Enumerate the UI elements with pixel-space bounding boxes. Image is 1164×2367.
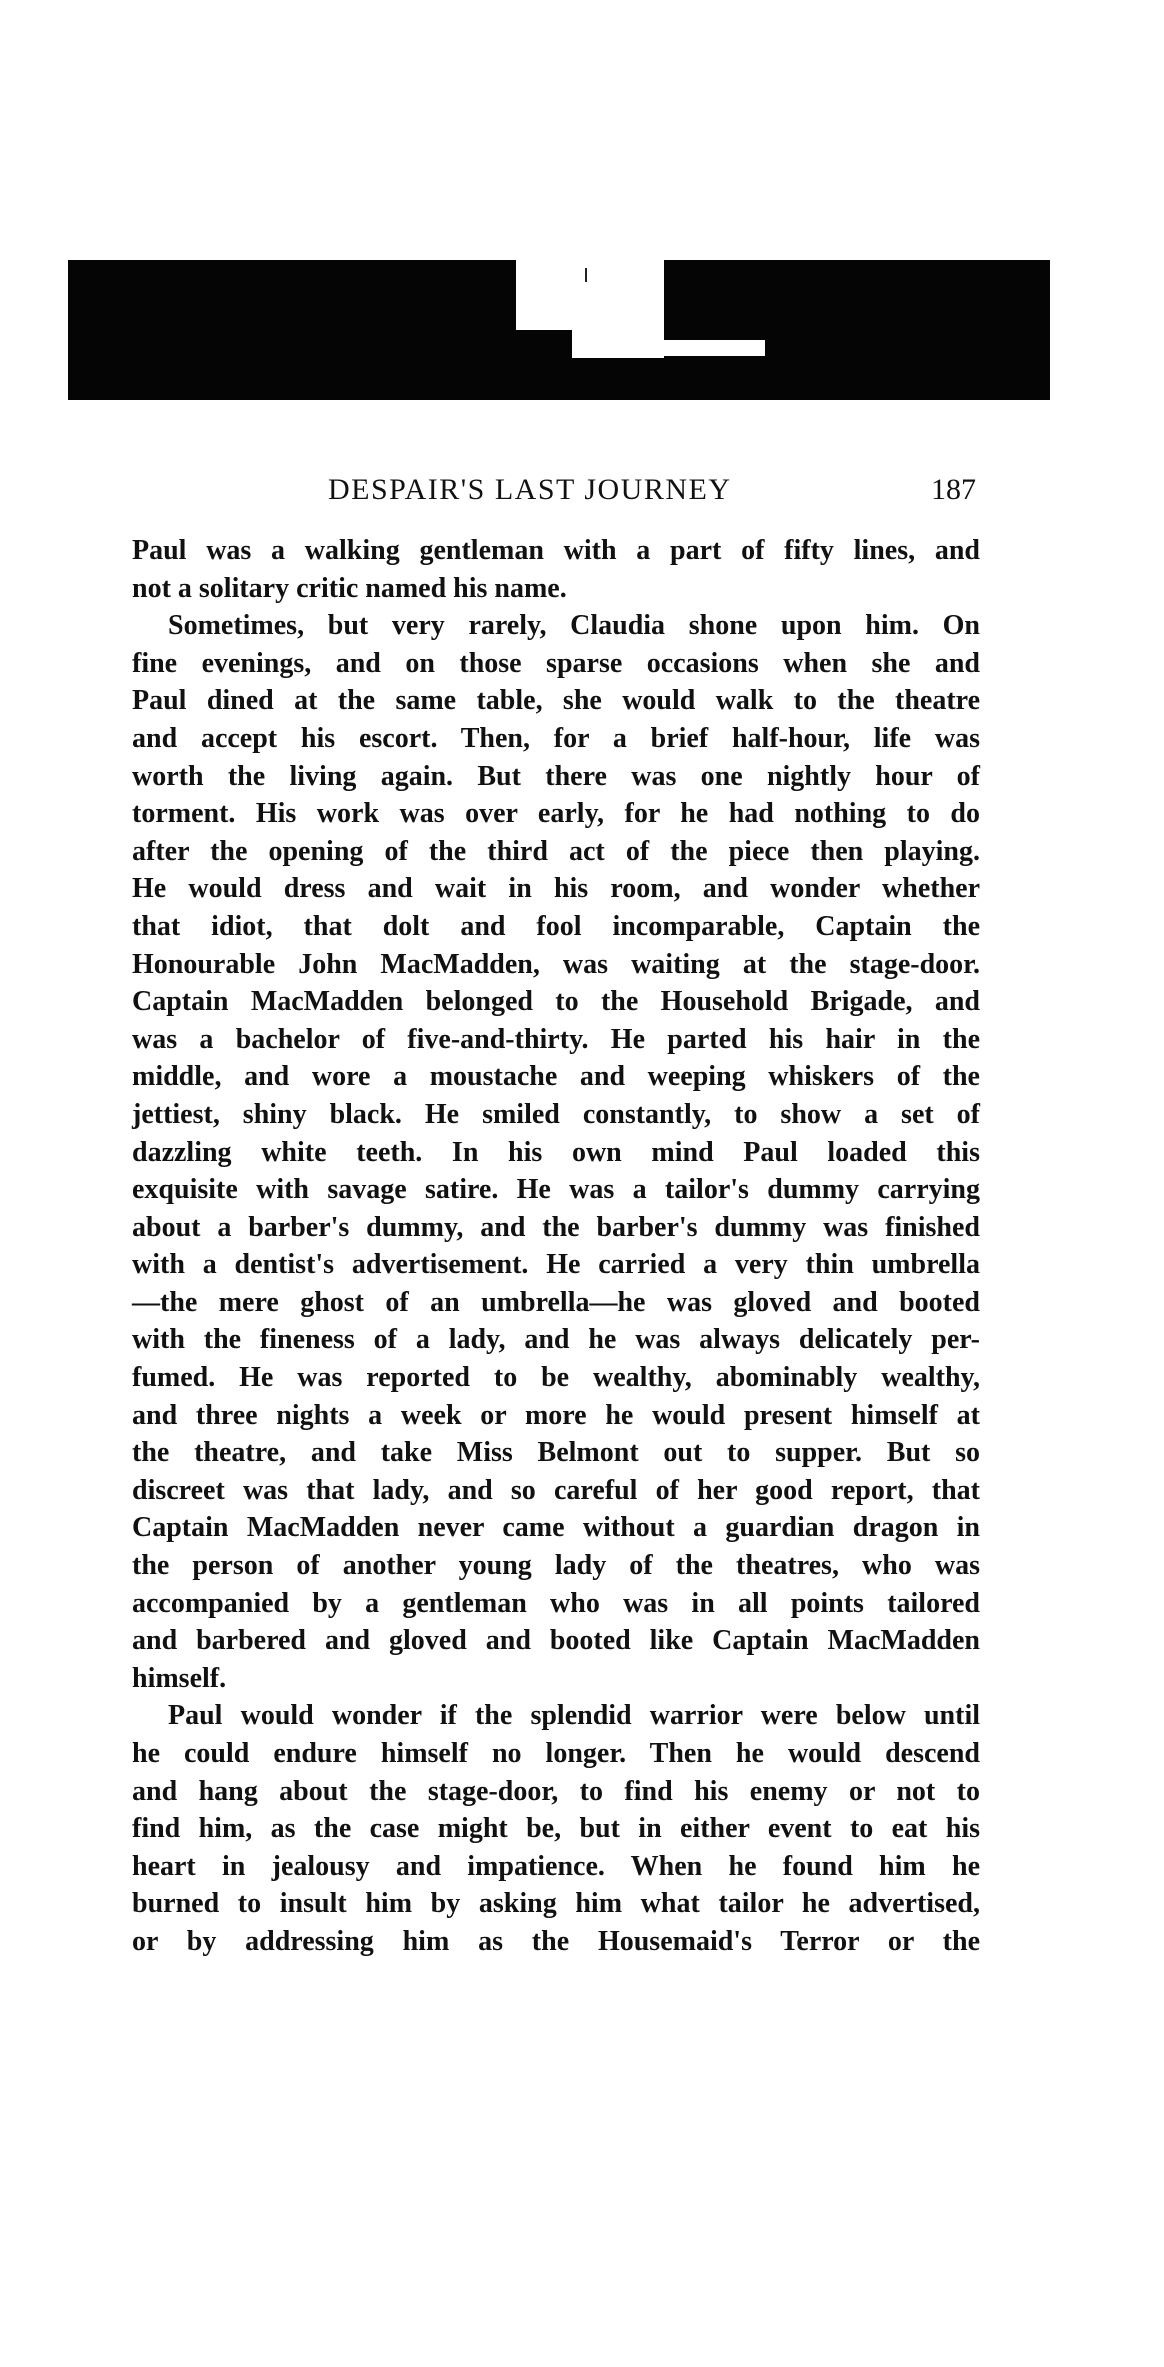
text-line: middle, and wore a moustache and weeping whiskers of the bbox=[132, 1061, 980, 1093]
text-line: jettiest, shiny black. He smiled constantly, to show a set of bbox=[132, 1098, 980, 1130]
text-line: exquisite with savage satire. He was a tailor's dummy carrying bbox=[132, 1174, 980, 1206]
text-line: discreet was that lady, and so careful of her good report, that bbox=[132, 1474, 980, 1506]
text-line: Paul was a walking gentleman with a part of fifty lines, and bbox=[132, 535, 980, 566]
scanned-black-band bbox=[68, 260, 1050, 400]
text-line: torment. His work was over early, for he had nothing to do bbox=[132, 798, 980, 830]
text-line: dazzling white teeth. In his own mind Paul loaded this bbox=[132, 1136, 980, 1168]
text-line: and three nights a week or more he would present himself at bbox=[132, 1399, 980, 1431]
text-line: with the fineness of a lady, and he was always delicately per- bbox=[132, 1324, 980, 1356]
text-line: Paul dined at the same table, she would walk to the theatre bbox=[132, 685, 980, 717]
text-line: and barbered and gloved and booted like Captain MacMadden bbox=[132, 1625, 980, 1657]
text-line: he could endure himself no longer. Then he would descend bbox=[132, 1738, 980, 1769]
text-line: that idiot, that dolt and fool incomparable, Captain the bbox=[132, 910, 980, 942]
text-line: accompanied by a gentleman who was in all points tailored bbox=[132, 1587, 980, 1619]
text-line: Honourable John MacMadden, was waiting at the stage-door. bbox=[132, 948, 980, 980]
text-line: —the mere ghost of an umbrella—he was gloved and booted bbox=[132, 1286, 980, 1318]
band-slit bbox=[605, 340, 765, 356]
band-tick bbox=[585, 268, 587, 282]
text-line: Captain MacMadden belonged to the Household Brigade, and bbox=[132, 986, 980, 1018]
text-line: was a bachelor of five-and-thirty. He parted his hair in the bbox=[132, 1023, 980, 1055]
band-notch-fill bbox=[516, 330, 572, 360]
text-line: Captain MacMadden never came without a guardian dragon in bbox=[132, 1512, 980, 1544]
text-line: burned to insult him by asking him what tailor he advertised, bbox=[132, 1888, 980, 1920]
text-line: or by addressing him as the Housemaid's Terror or the bbox=[132, 1925, 980, 1957]
body-text bbox=[132, 532, 980, 1961]
text-line: after the opening of the third act of the piece then playing. bbox=[132, 835, 980, 867]
text-line: worth the living again. But there was one nightly hour of bbox=[132, 760, 980, 792]
text-line: Sometimes, but very rarely, Claudia shone upon him. On bbox=[168, 610, 980, 642]
text-line: the theatre, and take Miss Belmont out to supper. But so bbox=[132, 1437, 980, 1469]
text-line: the person of another young lady of the theatres, who was bbox=[132, 1550, 980, 1582]
text-line: fine evenings, and on those sparse occasions when she and bbox=[132, 647, 980, 679]
text-line: himself. bbox=[132, 1662, 227, 1694]
text-line: with a dentist's advertisement. He carried a very thin umbrella bbox=[132, 1249, 980, 1281]
running-head bbox=[132, 470, 980, 510]
text-line: fumed. He was reported to be wealthy, abominably wealthy, bbox=[132, 1362, 980, 1394]
text-line: and hang about the stage-door, to find his enemy or not to bbox=[132, 1775, 980, 1807]
text-line: heart in jealousy and impatience. When he found him he bbox=[132, 1850, 980, 1882]
text-line: He would dress and wait in his room, and wonder whether bbox=[132, 873, 980, 905]
page-number: 187 bbox=[931, 473, 976, 506]
running-head-title: DESPAIR'S LAST JOURNEY bbox=[328, 473, 732, 506]
text-line: find him, as the case might be, but in either event to eat his bbox=[132, 1813, 980, 1845]
text-line: not a solitary critic named his name. bbox=[132, 572, 567, 604]
text-line: Paul would wonder if the splendid warrior were below until bbox=[168, 1700, 980, 1732]
text-line: about a barber's dummy, and the barber's dummy was finished bbox=[132, 1211, 980, 1243]
text-line: and accept his escort. Then, for a brief half-hour, life was bbox=[132, 722, 980, 754]
